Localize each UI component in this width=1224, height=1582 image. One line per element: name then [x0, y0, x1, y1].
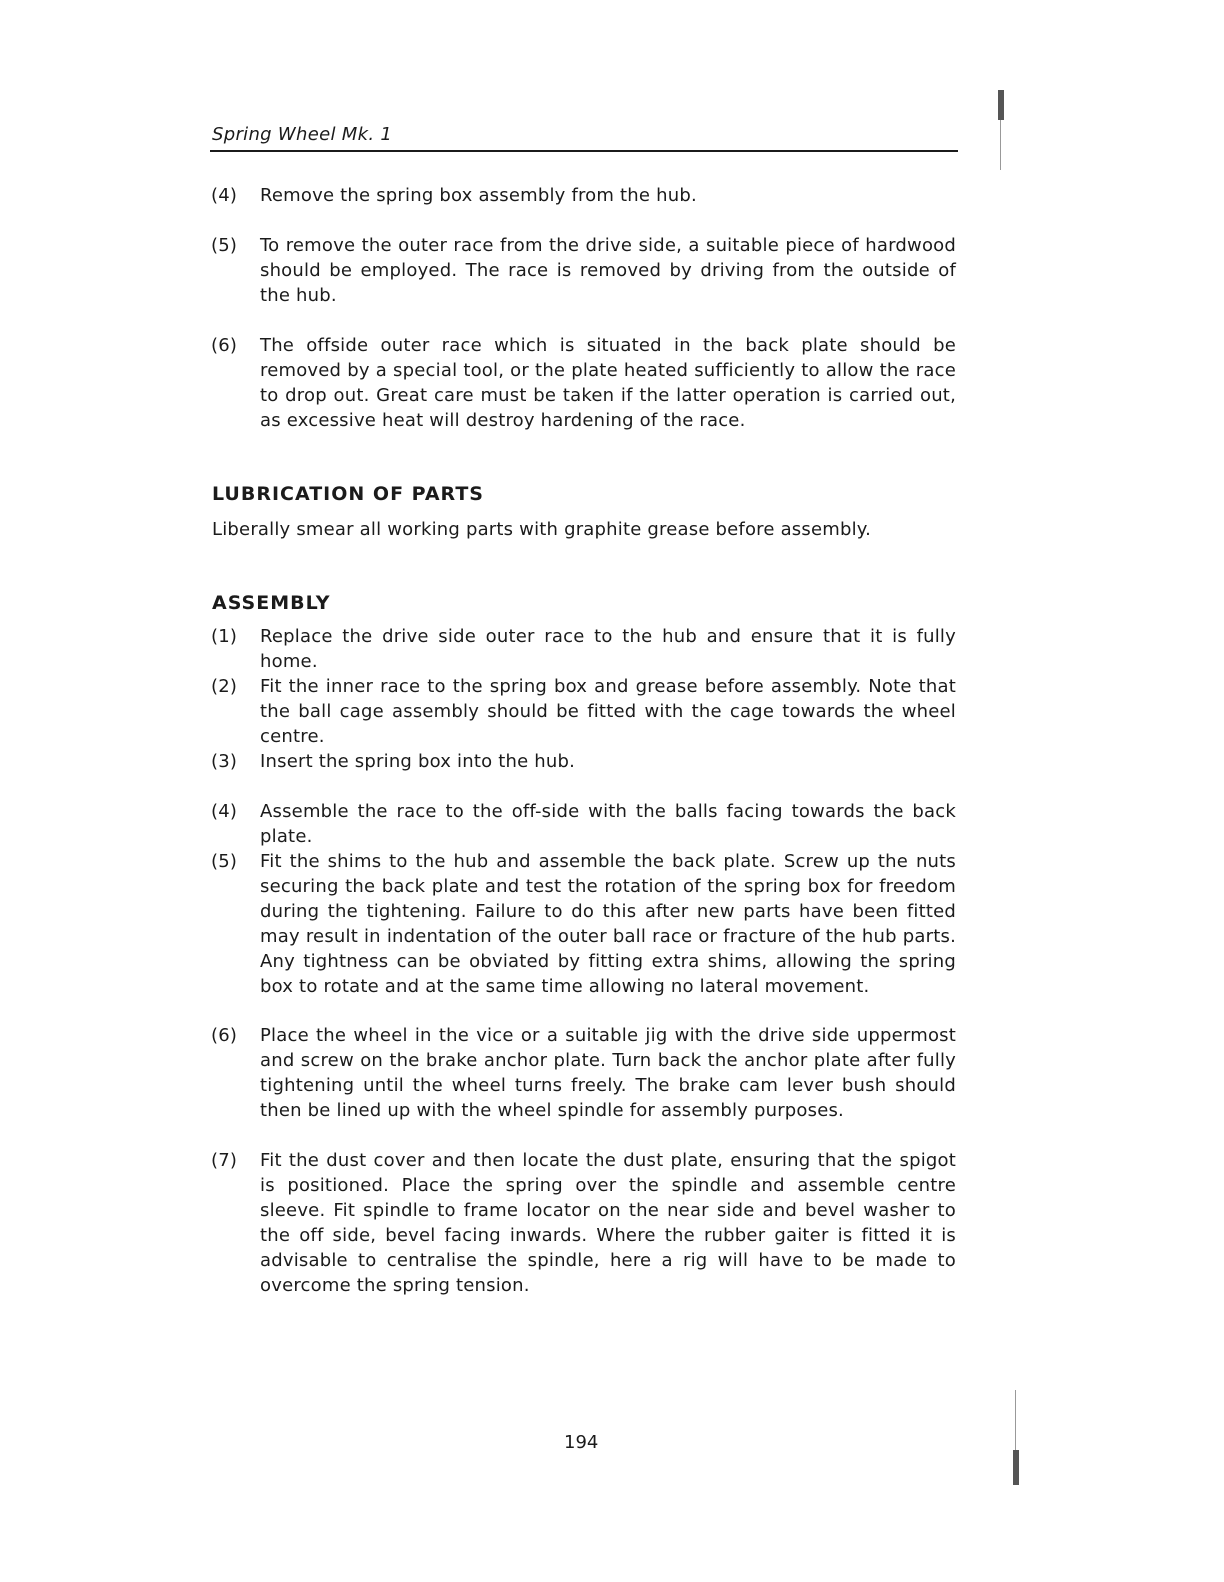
assembly-step-2: [211, 674, 971, 749]
step-number: (4): [211, 801, 238, 822]
assembly-step-6: [211, 1023, 971, 1123]
step-text: Place the wheel in the vice or a suitable jig with the drive side uppermost and screw on the brake anchor plate. Turn back the anchor plate after fully tightening until the wheel turns freely. The brake cam lever bush should then be lined up with the wheel spindle for assembly purposes.: [260, 1025, 956, 1121]
step-number: (6): [211, 335, 238, 356]
header-rule: [210, 150, 958, 152]
removal-step-5: [211, 233, 971, 308]
scan-edge-line-top: [1000, 120, 1001, 170]
step-number: (2): [211, 676, 238, 697]
step-text: Insert the spring box into the hub.: [260, 751, 576, 772]
assembly-step-4: [211, 799, 971, 849]
step-number: (5): [211, 235, 238, 256]
removal-step-6: [211, 333, 971, 433]
step-number: (4): [211, 185, 238, 206]
step-text: Assemble the race to the off-side with the balls facing towards the back plate.: [260, 801, 956, 847]
scan-edge-mark-top: [998, 90, 1004, 120]
lubrication-heading: LUBRICATION OF PARTS: [212, 483, 484, 505]
step-number: (1): [211, 626, 238, 647]
assembly-step-5: [211, 849, 971, 999]
step-text: Remove the spring box assembly from the hub.: [260, 185, 697, 206]
removal-step-4: [211, 183, 971, 208]
running-title: Spring Wheel Mk. 1: [212, 124, 393, 145]
step-text: Fit the shims to the hub and assemble the back plate. Screw up the nuts securing the back plate and test the rotation of the spring box for freedom during the tightening. Failure to do this after new parts have been fitted may result in indentation of the outer ball race or fracture of the hub parts. Any tightness can be obviated by fitting extra shims, allowing the spring box to rotate and at the same time allowing no lateral movement.: [260, 851, 956, 997]
step-number: (3): [211, 751, 238, 772]
lubrication-text: Liberally smear all working parts with graphite grease before assembly.: [212, 519, 872, 540]
step-text: Fit the inner race to the spring box and grease before assembly. Note that the ball cage assembly should be fitted with the cage towards the wheel centre.: [260, 676, 956, 747]
assembly-step-3: [211, 749, 971, 774]
step-text: Fit the dust cover and then locate the dust plate, ensuring that the spigot is positioned. Place the spring over the spindle and assemble centre sleeve. Fit spindle to frame locator on the near side and bevel washer to the off side, bevel facing inwards. Where the rubber gaiter is fitted it is advisable to centralise the spindle, here a rig will have to be made to overcome the spring tension.: [260, 1150, 956, 1296]
assembly-step-7: [211, 1148, 971, 1298]
scan-edge-line-bottom: [1015, 1390, 1016, 1450]
step-text: The offside outer race which is situated in the back plate should be removed by a special tool, or the plate heated sufficiently to allow the race to drop out. Great care must be taken if the latter operation is carried out, as excessive heat will destroy hardening of the race.: [260, 335, 956, 431]
step-number: (6): [211, 1025, 238, 1046]
step-text: Replace the drive side outer race to the hub and ensure that it is fully home.: [260, 626, 956, 672]
step-number: (7): [211, 1150, 238, 1171]
assembly-heading: ASSEMBLY: [212, 592, 331, 614]
page-number: 194: [564, 1432, 599, 1453]
step-text: To remove the outer race from the drive side, a suitable piece of hardwood should be employed. The race is removed by driving from the outside of the hub.: [260, 235, 956, 306]
scan-edge-mark-bottom: [1013, 1450, 1019, 1485]
assembly-step-1: [211, 624, 971, 674]
step-number: (5): [211, 851, 238, 872]
